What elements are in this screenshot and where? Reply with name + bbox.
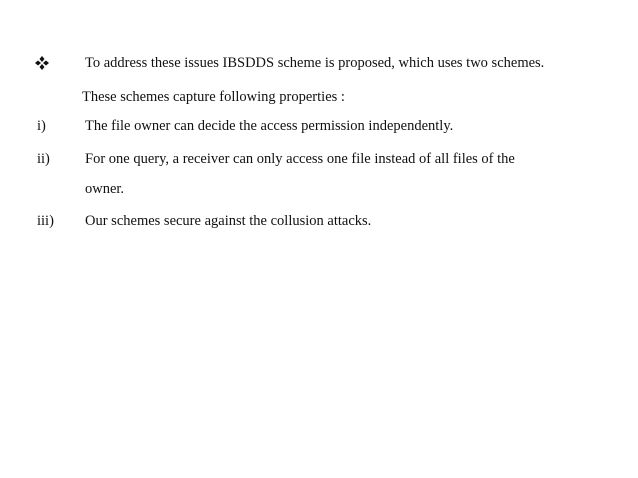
intro-continuation: These schemes capture following properties : [82,89,345,105]
four-diamond-bullet-icon [35,56,49,70]
item-1-text: The file owner can decide the access permission independently. [85,118,454,134]
item-2-marker: ii) [37,151,50,167]
item-3-marker: iii) [37,213,54,229]
item-2-continuation: owner. [85,181,125,197]
item-2-text: For one query, a receiver can only access one file instead of all files of the [85,151,515,167]
item-1-marker: i) [37,118,46,134]
item-3-text: Our schemes secure against the collusion attacks. [85,213,372,229]
intro-text: To address these issues IBSDDS scheme is proposed, which uses two schemes. [85,55,545,71]
